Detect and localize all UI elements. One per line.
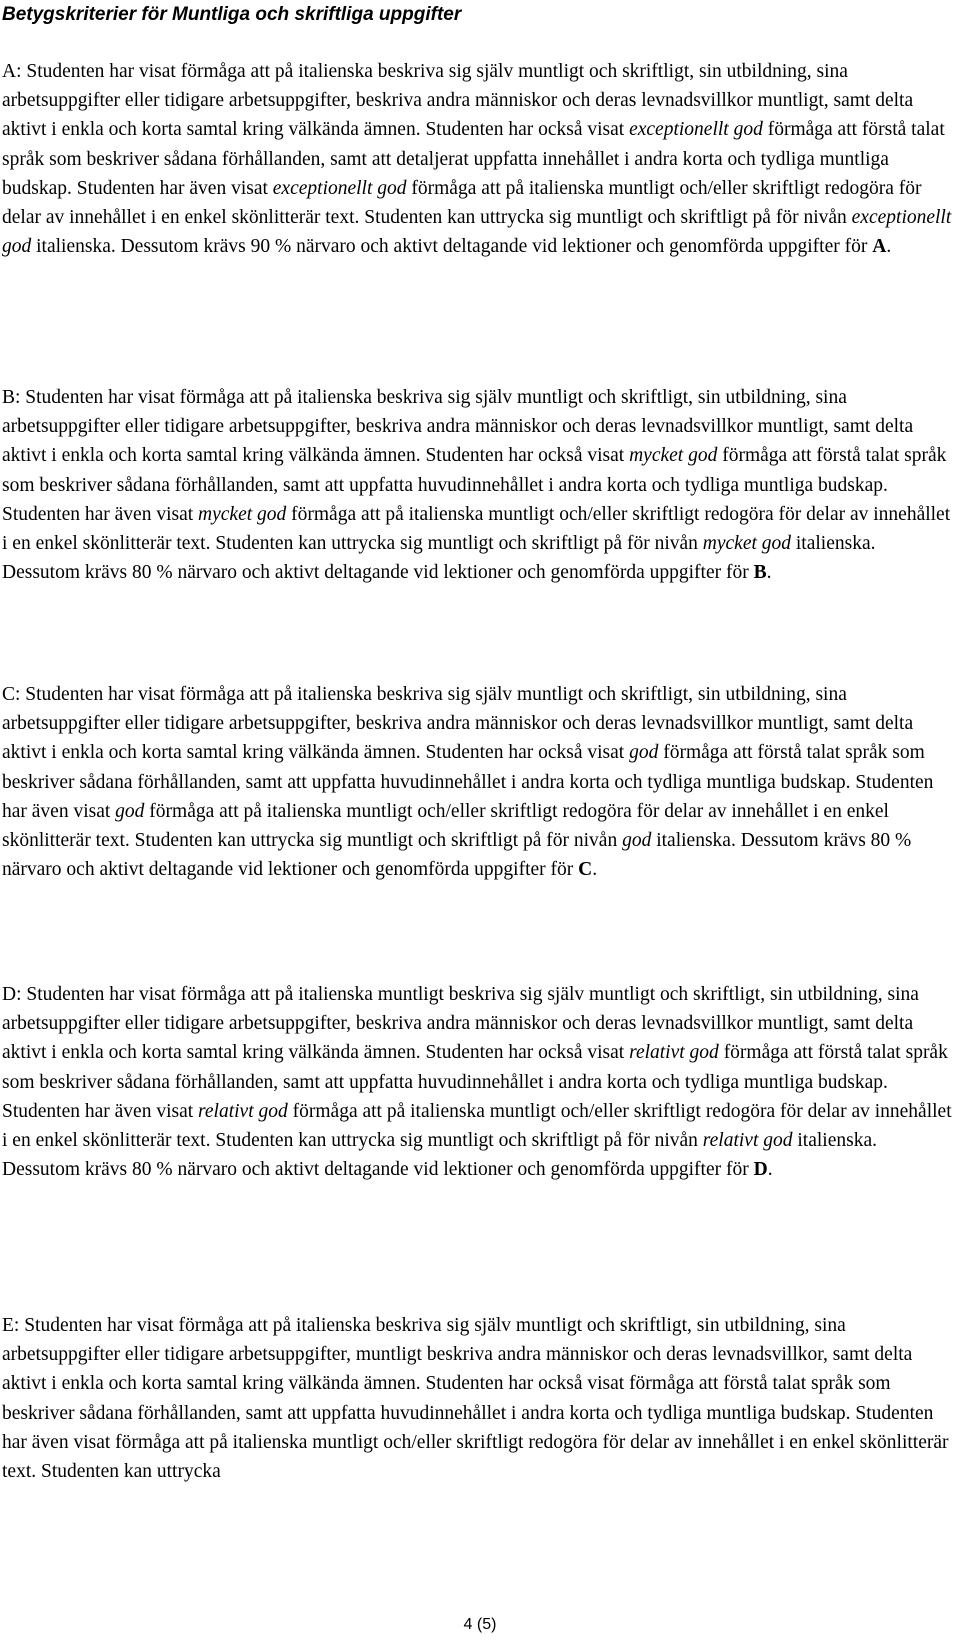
- criteria-text: förmåga att på italienska muntligt och/eller skriftligt redogöra för delar av innehållet i en enkel skönlitterär text. Studenten kan uttrycka sig muntligt och skriftligt på för nivån: [2, 177, 922, 229]
- criteria-text: italienska. Dessutom krävs 90 % närvaro och aktivt deltagande vid lektioner och genomförda uppgifter för: [31, 236, 873, 258]
- criteria-text: förmåga att förstå talat språk som beskriver sådana förhållanden, samt att uppfatta huvudinnehållet i andra korta och tydliga muntliga budskap. Studenten har även visat: [2, 445, 947, 525]
- grade-letter: C: [578, 859, 593, 881]
- level-term: relativt god: [629, 1042, 719, 1064]
- level-term: mycket god: [702, 533, 792, 555]
- grade-letter: B: [753, 562, 767, 584]
- level-term: relativt god: [702, 1130, 793, 1152]
- criteria-text: E: Studenten har visat förmåga att på italienska beskriva sig själv muntligt och skriftligt, sin utbildning, sina arbetsuppgifter eller tidigare arbetsuppgifter, muntligt beskriva andra människor och deras levnadsvillkor, samt delta aktivt i enkla och korta samtal kring välkända ämnen. Studenten har också visat förmåga att förstå talat språk som beskriver sådana förhållanden, samt att uppfatta huvudinnehållet i andra korta och tydliga muntliga budskap. Studenten har även visat förmåga att på italienska muntligt och/eller skriftligt redogöra för delar av innehållet i en enkel skönlitterär text. Studenten kan uttrycka: [2, 1315, 949, 1483]
- criteria-text: förmåga att förstå talat språk som beskriver sådana förhållanden, samt att uppfatta huvudinnehållet i andra korta och tydliga muntliga budskap. Studenten har även visat: [2, 742, 934, 822]
- criteria-text: förmåga att på italienska muntligt och/eller skriftligt redogöra för delar av innehållet i en enkel skönlitterär text. Studenten kan uttrycka sig muntligt och skriftligt på för nivån: [2, 1100, 952, 1152]
- sentence-end: .: [592, 859, 598, 881]
- grade-criteria-e: [2, 1311, 958, 1486]
- level-term: mycket god: [198, 503, 287, 525]
- criteria-text: förmåga att förstå talat språk som beskriver sådana förhållanden, samt att detaljerat uppfatta innehållet i andra korta och tydliga muntliga budskap. Studenten har även visat: [2, 119, 945, 199]
- level-term: exceptionellt god: [272, 177, 407, 199]
- grade-criteria-c: [2, 680, 958, 884]
- criteria-text: A: Studenten har visat förmåga att på italienska beskriva sig själv muntligt och skriftligt, sin utbildning, sina arbetsuppgifter eller tidigare arbetsuppgifter, beskriva andra människor och deras levnadsvillkor muntligt, samt delta aktivt i enkla och korta samtal kring välkända ämnen. Studenten har också visat: [2, 61, 914, 141]
- criteria-text: förmåga att förstå talat språk som beskriver sådana förhållanden, samt att uppfatta huvudinnehållet i andra korta och tydliga muntliga budskap. Studenten har även visat: [2, 1042, 948, 1122]
- level-term: relativt god: [198, 1100, 288, 1122]
- grade-criteria-d: [2, 980, 958, 1184]
- criteria-text: B: Studenten har visat förmåga att på italienska beskriva sig själv muntligt och skriftligt, sin utbildning, sina arbetsuppgifter eller tidigare arbetsuppgifter, beskriva andra människor och deras levnadsvillkor muntligt, samt delta aktivt i enkla och korta samtal kring välkända ämnen. Studenten har också visat: [2, 387, 914, 467]
- level-term: exceptionellt god: [629, 119, 763, 141]
- level-term: god: [629, 742, 659, 764]
- page-title: Betygskriterier för Muntliga och skriftliga uppgifter: [2, 4, 462, 25]
- criteria-text: D: Studenten har visat förmåga att på italienska muntligt beskriva sig själv muntligt och skriftligt, sin utbildning, sina arbetsuppgifter eller tidigare arbetsuppgifter, beskriva andra människor och deras levnadsvillkor muntligt, samt delta aktivt i enkla och korta samtal kring välkända ämnen. Studenten har också visat: [2, 984, 919, 1064]
- grade-letter: D: [753, 1159, 768, 1181]
- sentence-end: .: [766, 562, 772, 584]
- grade-criteria-a: [2, 57, 958, 261]
- grade-criteria-b: [2, 383, 958, 587]
- criteria-text: italienska. Dessutom krävs 80 % närvaro och aktivt deltagande vid lektioner och genomförda uppgifter för: [2, 1130, 877, 1181]
- sentence-end: .: [886, 236, 892, 258]
- criteria-text: förmåga att på italienska muntligt och/eller skriftligt redogöra för delar av innehållet i en enkel skönlitterär text. Studenten kan uttrycka sig muntligt och skriftligt på för nivån: [2, 503, 951, 555]
- criteria-text: C: Studenten har visat förmåga att på italienska beskriva sig själv muntligt och skriftligt, sin utbildning, sina arbetsuppgifter eller tidigare arbetsuppgifter, beskriva andra människor och deras levnadsvillkor muntligt, samt delta aktivt i enkla och korta samtal kring välkända ämnen. Studenten har också visat: [2, 684, 914, 764]
- level-term: exceptionellt god: [2, 207, 952, 258]
- page-number: 4 (5): [463, 1616, 497, 1633]
- criteria-text: förmåga att på italienska muntligt och/eller skriftligt redogöra för delar av innehållet i en enkel skönlitterär text. Studenten kan uttrycka sig muntligt och skriftligt på för nivån: [2, 800, 889, 852]
- sentence-end: .: [767, 1159, 773, 1181]
- level-term: god: [622, 830, 652, 852]
- criteria-text: italienska. Dessutom krävs 80 % närvaro och aktivt deltagande vid lektioner och genomförda uppgifter för: [2, 533, 876, 584]
- criteria-text: italienska. Dessutom krävs 80 % närvaro och aktivt deltagande vid lektioner och genomförda uppgifter för: [2, 830, 912, 881]
- level-term: god: [115, 800, 145, 822]
- grade-letter: A: [872, 236, 887, 258]
- level-term: mycket god: [629, 445, 718, 467]
